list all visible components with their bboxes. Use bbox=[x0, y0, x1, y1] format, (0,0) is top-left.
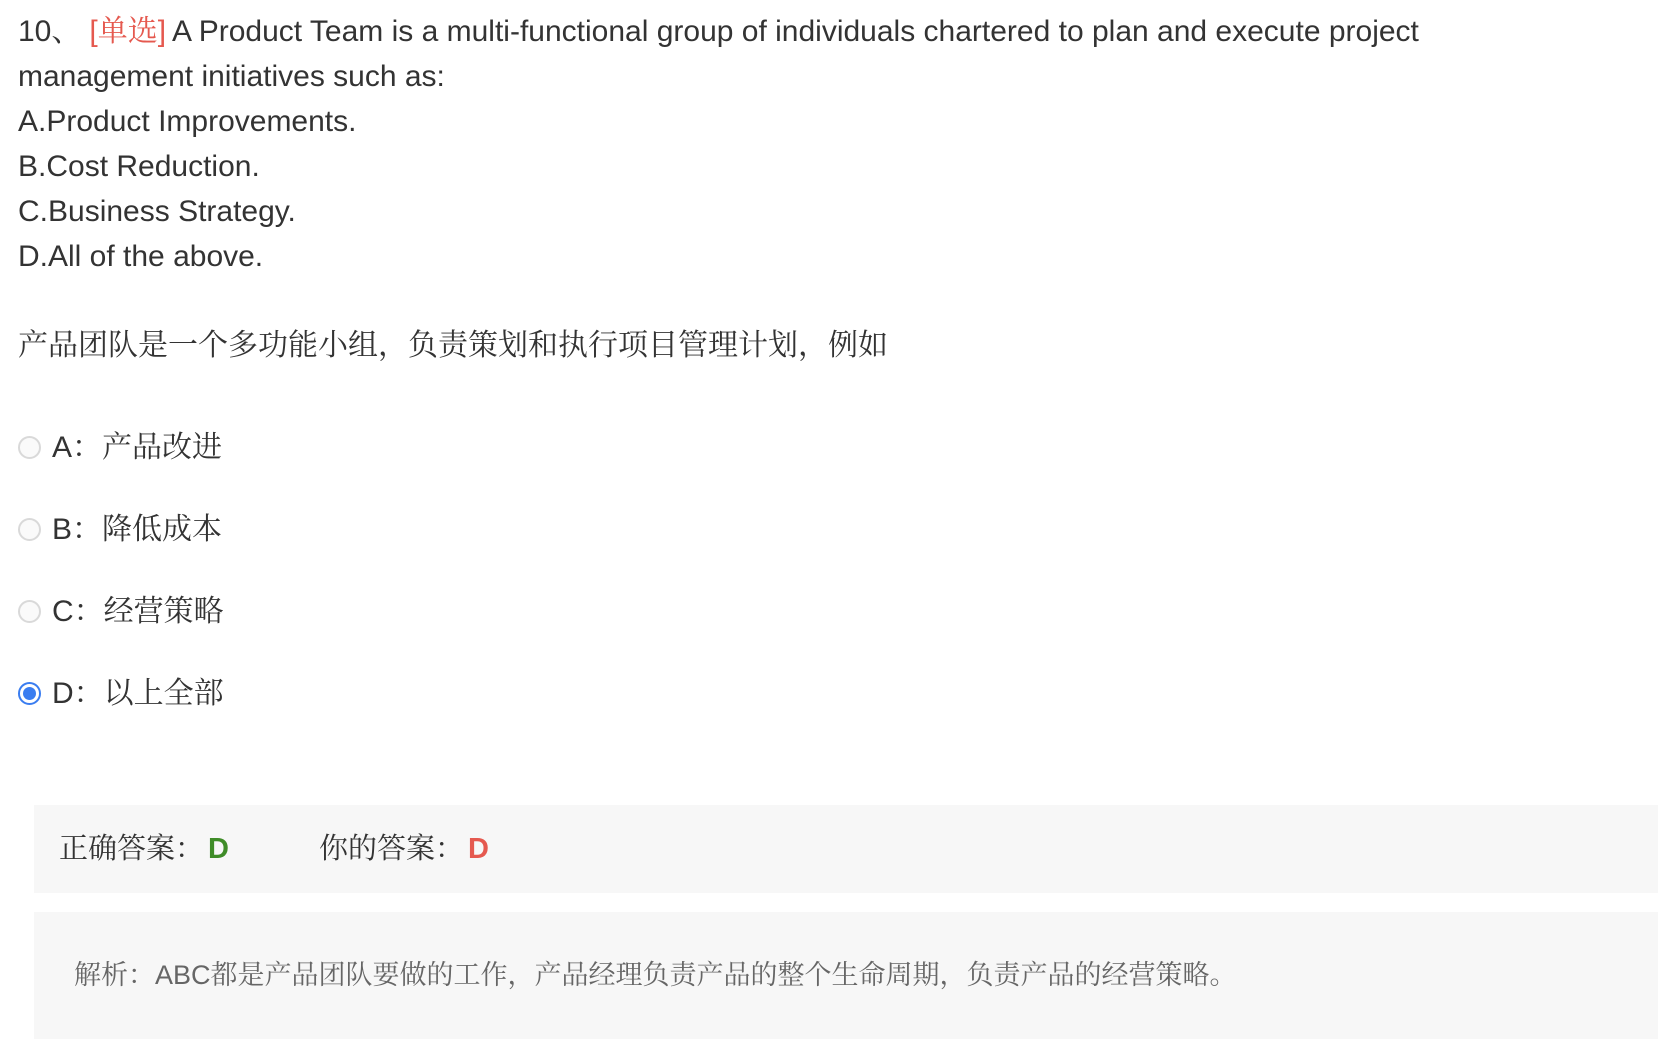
question-text-en: A Product Team is a multi-functional group of individuals chartered to plan and execute project management initiatives such as: bbox=[18, 15, 1419, 93]
option-en-d: D.All of the above. bbox=[18, 240, 264, 273]
choice-option-c[interactable] bbox=[18, 588, 1674, 634]
choice-option-a[interactable] bbox=[18, 424, 1674, 470]
radio-button-c[interactable] bbox=[18, 600, 41, 623]
choice-option-d[interactable] bbox=[18, 670, 1674, 716]
answer-result-bar bbox=[34, 805, 1658, 893]
choice-list bbox=[18, 424, 1674, 716]
radio-button-a[interactable] bbox=[18, 436, 41, 459]
correct-answer-value: D bbox=[208, 832, 229, 865]
radio-button-d[interactable] bbox=[18, 682, 41, 705]
option-en-a: A.Product Improvements. bbox=[18, 105, 357, 138]
choice-option-b[interactable] bbox=[18, 506, 1674, 552]
choice-label-d: D：以上全部 bbox=[52, 676, 224, 710]
choice-label-b: B：降低成本 bbox=[52, 512, 223, 546]
choice-label-a: A：产品改进 bbox=[52, 430, 223, 464]
radio-button-b[interactable] bbox=[18, 518, 41, 541]
option-en-c: C.Business Strategy. bbox=[18, 195, 296, 228]
explanation-panel bbox=[34, 912, 1658, 1039]
explanation-text: 解析：ABC都是产品团队要做的工作，产品经理负责产品的整个生命周期，负责产品的经营策略。 bbox=[74, 960, 1237, 990]
correct-answer-label: 正确答案： bbox=[59, 832, 205, 865]
question-text-zh: 产品团队是一个多功能小组，负责策划和执行项目管理计划，例如 bbox=[18, 329, 888, 362]
your-answer-value: D bbox=[467, 832, 489, 865]
your-answer-label: 你的答案： bbox=[318, 832, 464, 865]
question-number: 10、 bbox=[18, 15, 82, 48]
choice-label-c: C：经营策略 bbox=[52, 594, 224, 628]
question-text bbox=[18, 9, 1443, 99]
option-en-b: B.Cost Reduction. bbox=[18, 150, 260, 183]
question-type-tag: [单选] bbox=[89, 15, 167, 48]
